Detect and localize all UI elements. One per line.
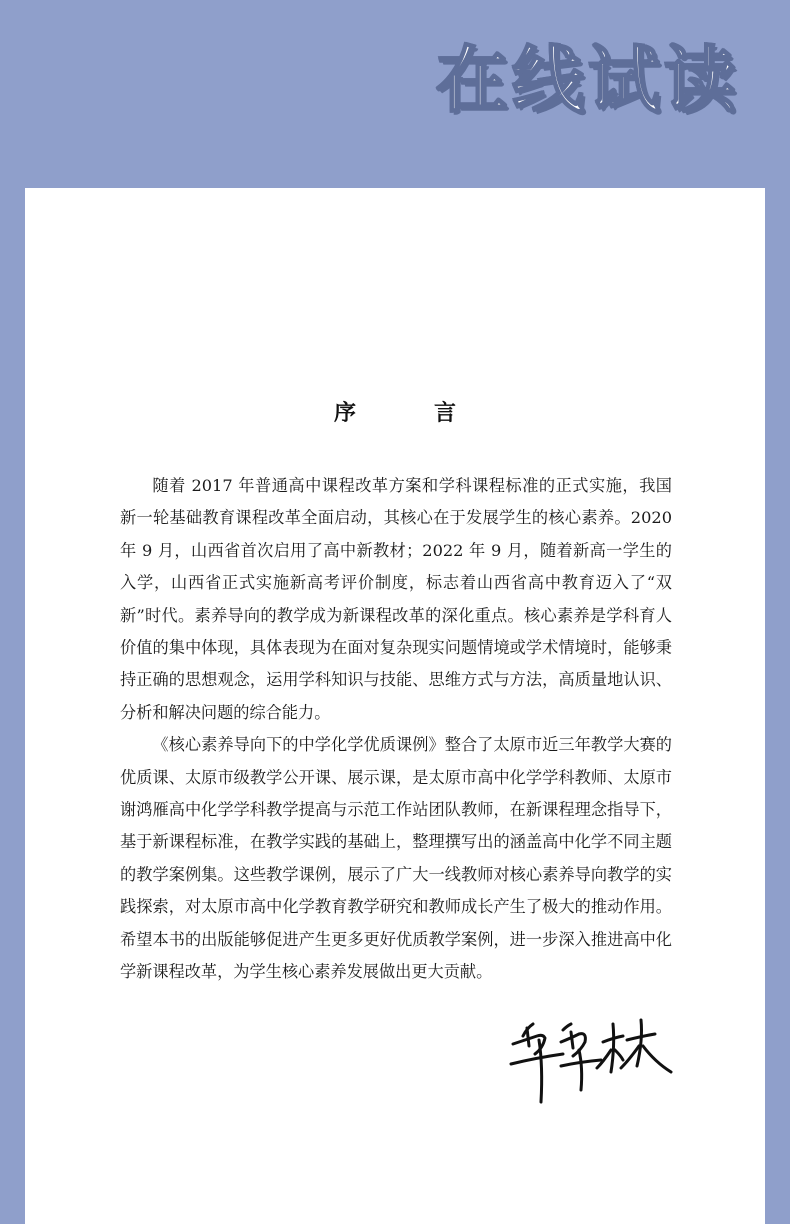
document-page [25,188,765,1224]
paragraph-1: 随着 2017 年普通高中课程改革方案和学科课程标准的正式实施，我国新一轮基础教育课程改革全面启动，其核心在于发展学生的核心素养。2020 年 9 月，山西省首次启用了高中新教材；2022 年 9 月，随着新高一学生的入学，山西省正式实施新高考评价制度，标志着山西省高中教育迈入了“双新”时代。素养导向的教学成为新课程改革的深化重点。核心素养是学科育人价值的集中体现，具体表现为在面对复杂现实问题情境或学术情境时，能够秉持正确的思想观念，运用学科知识与技能、思维方式与方法，高质量地认识、分析和解决问题的综合能力。 [120,476,672,722]
banner-title: 在线试读 [435,38,740,122]
preface-body [120,470,672,989]
handwritten-signature [505,1006,680,1106]
paragraph-2: 《核心素养导向下的中学化学优质课例》整合了太原市近三年教学大赛的优质课、太原市级教学公开课、展示课，是太原市高中化学学科教师、太原市谢鸿雁高中化学学科教学提高与示范工作站团队教师，在新课程理念指导下，基于新课程标准，在教学实践的基础上，整理撰写出的涵盖高中化学不同主题的教学案例集。这些教学课例，展示了广大一线教师对核心素养导向教学的实践探索，对太原市高中化学教育教学研究和教师成长产生了极大的推动作用。希望本书的出版能够促进产生更多更好优质教学案例，进一步深入推进高中化学新课程改革，为学生核心素养发展做出更大贡献。 [120,735,672,982]
preface-title: 序 言 [333,401,484,426]
